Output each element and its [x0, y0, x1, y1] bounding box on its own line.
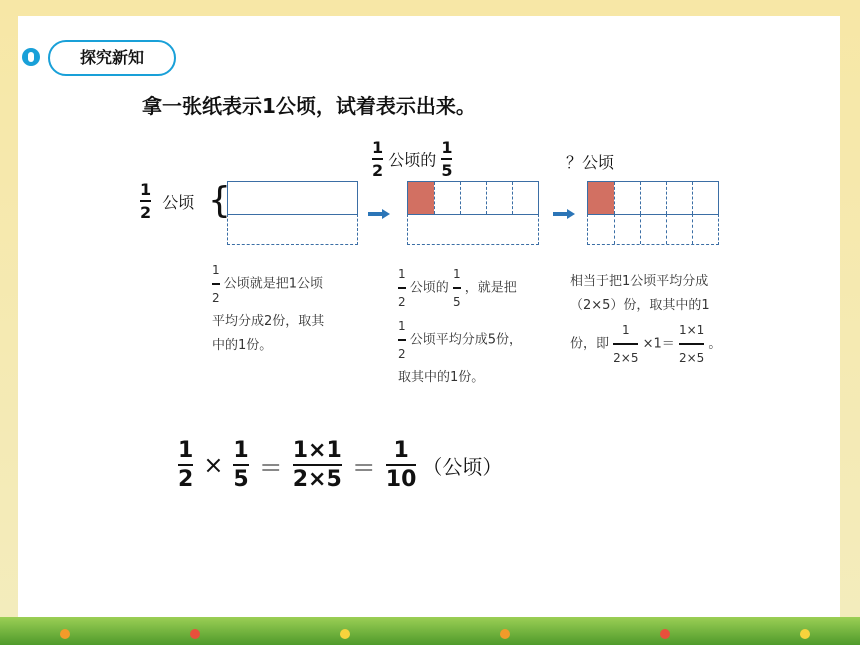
fraction: $\frac{1}{2}$ [178, 438, 194, 492]
note-text: 公顷平均分成5份， [409, 332, 523, 348]
right-arrow-icon [553, 209, 575, 219]
fig3-label: ？公顷 [566, 153, 615, 172]
note-text: （2×5）份，取其中的1 [570, 298, 710, 313]
numerator: 1 [140, 180, 152, 199]
other-half-rect [407, 214, 539, 245]
fraction: $\frac{1}{2}$ [398, 319, 406, 361]
note-text: 相当于把1公顷平均分成 [570, 274, 709, 289]
tenths-rect [587, 181, 719, 215]
fraction: $\frac{1\times 1}{2\times 5}$ [678, 323, 705, 365]
denominator: 2 [372, 161, 384, 180]
unit-text: （公顷） [422, 454, 503, 479]
other-half-rect [227, 214, 358, 245]
note-text: 中的1份。 [212, 338, 273, 353]
denominator: 5 [441, 161, 453, 180]
flower-icon [660, 629, 670, 639]
note-text: 份，即 [570, 336, 610, 352]
brace: { [208, 180, 231, 221]
half-hectare-rect [227, 181, 358, 215]
fig2-label [372, 138, 452, 180]
flower-icon [60, 629, 70, 639]
note-text: 。 [708, 336, 722, 352]
grass-decoration [0, 617, 860, 645]
numerator: 1 [441, 138, 453, 157]
note-text: ×1＝ [642, 336, 675, 352]
final-equation [172, 438, 502, 492]
note-text: ，就是把 [464, 280, 517, 296]
note-text: 平均分成2份，取其 [212, 314, 325, 329]
section-title: 探究新知 [48, 40, 176, 76]
numerator: 1 [372, 138, 384, 157]
flower-icon [500, 629, 510, 639]
fraction: $\frac{1}{10}$ [385, 438, 417, 492]
equals-sign: ＝ [258, 453, 283, 482]
shaded-part [588, 182, 614, 214]
bulb-icon [22, 48, 40, 66]
label-text: 公顷的 [388, 150, 437, 170]
shaded-part [408, 182, 434, 214]
fifths-rect [407, 181, 539, 215]
fraction [372, 138, 383, 180]
note-text: 公顷就是把1公顷 [223, 276, 324, 292]
fraction: $\frac{1\times 1}{2\times 5}$ [292, 438, 342, 492]
tenths-lower-rect [587, 214, 719, 245]
note-text: 取其中的1份。 [398, 370, 485, 385]
note-text: 公顷的 [409, 280, 449, 296]
fraction [441, 138, 452, 180]
fraction: $\frac{1}{2}$ [398, 267, 406, 309]
fraction: $\frac{1}{5}$ [452, 267, 461, 309]
denominator: 2 [140, 203, 152, 222]
flower-icon [800, 629, 810, 639]
fraction: $\frac{1}{2}$ [212, 263, 220, 305]
flower-icon [340, 629, 350, 639]
note-3 [570, 270, 760, 370]
right-arrow-icon [368, 209, 390, 219]
times-sign: × [203, 451, 224, 479]
instruction-text: 拿一张纸表示1公顷，试着表示出来。 [142, 94, 476, 118]
fig1-label [140, 180, 194, 222]
flower-icon [190, 629, 200, 639]
fraction: $\frac{1}{5}$ [233, 438, 249, 492]
fraction: $\frac{1}{2\times 5}$ [613, 323, 639, 365]
note-1 [212, 258, 382, 358]
equals-sign: ＝ [351, 453, 376, 482]
unit-text: 公顷 [162, 192, 195, 212]
fraction [140, 180, 151, 222]
note-2 [398, 262, 578, 390]
